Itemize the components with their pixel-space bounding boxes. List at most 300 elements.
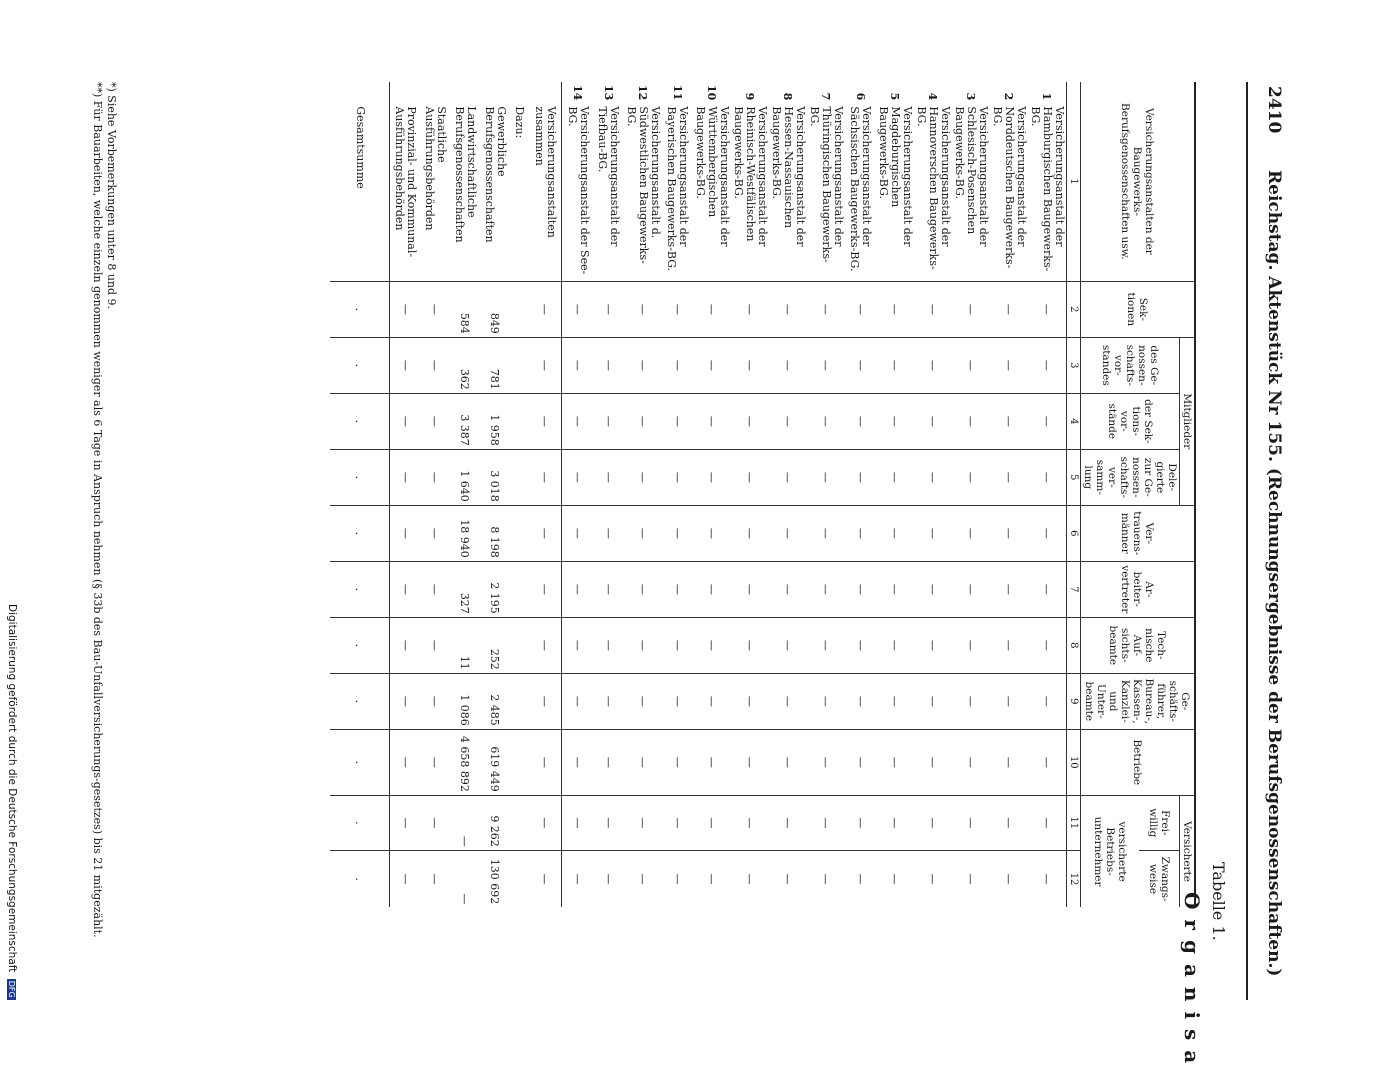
row-value: 130 692 bbox=[480, 850, 510, 907]
row-value: 1 086 bbox=[450, 673, 480, 729]
row-value: . bbox=[330, 795, 390, 850]
row-value bbox=[510, 281, 528, 337]
row-value: — bbox=[662, 673, 693, 729]
row-value: — bbox=[731, 449, 769, 505]
row-value: — bbox=[807, 673, 845, 729]
header-col8: Tech-nische Auf-sichts-beamte bbox=[1081, 617, 1196, 673]
row-label: Versicherungsanstalt der Bayerischen Baugewerks-BG. bbox=[665, 106, 691, 272]
row-value: — bbox=[562, 393, 593, 449]
column-number: 6 bbox=[1067, 505, 1081, 561]
row-label: Versicherungsanstalt der Norddeutschen Baugewerks-BG. bbox=[991, 106, 1028, 269]
row-value: — bbox=[731, 337, 769, 393]
row-value: — bbox=[528, 795, 562, 850]
row-value: — bbox=[807, 281, 845, 337]
row-value: — bbox=[731, 393, 769, 449]
row-label: Gewerbliche Berufsgenossenschaften bbox=[483, 106, 508, 243]
row-value: — bbox=[562, 729, 593, 795]
row-value: — bbox=[1028, 561, 1067, 617]
row-value: — bbox=[450, 850, 480, 907]
row-value: — bbox=[662, 393, 693, 449]
row-value: — bbox=[662, 337, 693, 393]
row-value bbox=[510, 673, 528, 729]
row-value bbox=[510, 561, 528, 617]
row-value: . bbox=[330, 337, 390, 393]
row-value: — bbox=[807, 449, 845, 505]
table-row bbox=[480, 82, 510, 907]
row-value: — bbox=[952, 337, 990, 393]
row-value: . bbox=[330, 561, 390, 617]
row-value: — bbox=[914, 850, 952, 907]
row-value: — bbox=[593, 281, 624, 337]
row-value: 1 958 bbox=[480, 393, 510, 449]
row-value: — bbox=[390, 449, 420, 505]
row-value: — bbox=[624, 505, 662, 561]
row-value: — bbox=[528, 337, 562, 393]
row-value: — bbox=[420, 795, 450, 850]
row-value: — bbox=[390, 337, 420, 393]
row-value: — bbox=[1028, 617, 1067, 673]
row-value: — bbox=[807, 505, 845, 561]
row-number: 5 bbox=[888, 92, 902, 101]
row-value: — bbox=[420, 729, 450, 795]
column-number: 11 bbox=[1067, 795, 1081, 850]
row-value: — bbox=[693, 850, 731, 907]
row-label: Versicherungsanstalt der Württembergischen Baugewerks-BG. bbox=[694, 106, 731, 247]
row-value: — bbox=[562, 673, 593, 729]
row-value: — bbox=[845, 729, 876, 795]
row-value: 3 387 bbox=[450, 393, 480, 449]
row-value: — bbox=[731, 505, 769, 561]
header-col2: Sek-tionen bbox=[1081, 281, 1196, 337]
column-number-row bbox=[1067, 82, 1081, 907]
running-title: Reichstag. Aktenstück Nr 155. (Rechnungsergebnisse der Berufsgenossenschaften.) bbox=[1264, 170, 1284, 977]
row-value: — bbox=[693, 449, 731, 505]
table-row bbox=[693, 82, 731, 907]
row-label: Versicherungsanstalt der Hessen-Nassauischen Baugewerks-BG. bbox=[770, 106, 807, 247]
row-value: 2 485 bbox=[480, 673, 510, 729]
row-value: — bbox=[390, 505, 420, 561]
row-number: 9 bbox=[743, 92, 757, 101]
row-value: 327 bbox=[450, 561, 480, 617]
footnote-2: **) Für Bauarbeiten, welche einzeln genommen weniger als 6 Tage in Anspruch nehmen (§ 33b des Bau-Unfallversicherungs-gesetzes) bis 21 mitgezählt. bbox=[91, 82, 104, 938]
row-value: — bbox=[876, 617, 914, 673]
row-value: — bbox=[952, 281, 990, 337]
row-value: — bbox=[731, 561, 769, 617]
row-value: — bbox=[769, 561, 807, 617]
row-value: 252 bbox=[480, 617, 510, 673]
row-value: — bbox=[593, 449, 624, 505]
digitization-credit bbox=[4, 604, 18, 998]
row-value: — bbox=[390, 795, 420, 850]
row-value: — bbox=[420, 337, 450, 393]
row-value: — bbox=[807, 617, 845, 673]
row-value: 9 262 bbox=[480, 795, 510, 850]
row-value: — bbox=[845, 505, 876, 561]
row-value: — bbox=[693, 795, 731, 850]
row-value: — bbox=[693, 561, 731, 617]
row-value: — bbox=[390, 393, 420, 449]
page-number: 2410 bbox=[1264, 86, 1284, 134]
row-value: — bbox=[420, 393, 450, 449]
row-value: — bbox=[1028, 729, 1067, 795]
row-value: — bbox=[528, 729, 562, 795]
row-value: — bbox=[990, 673, 1028, 729]
row-value: — bbox=[952, 673, 990, 729]
row-number: 1 bbox=[1040, 92, 1054, 101]
row-value: — bbox=[731, 673, 769, 729]
row-value: 1 640 bbox=[450, 449, 480, 505]
column-number: 4 bbox=[1067, 393, 1081, 449]
row-value: — bbox=[693, 393, 731, 449]
row-number bbox=[480, 82, 510, 103]
row-value: 11 bbox=[450, 617, 480, 673]
row-value: — bbox=[769, 337, 807, 393]
row-label: Versicherungsanstalt der Hannoverschen Baugewerks-BG. bbox=[915, 106, 952, 270]
table-row bbox=[510, 82, 528, 907]
row-value: — bbox=[562, 850, 593, 907]
row-value: — bbox=[914, 505, 952, 561]
row-number bbox=[510, 82, 528, 103]
row-value: . bbox=[330, 505, 390, 561]
row-label: Versicherungsanstalt der Hamburgischen Baugewerks-BG. bbox=[1029, 106, 1066, 272]
row-value: — bbox=[876, 505, 914, 561]
row-value bbox=[510, 617, 528, 673]
row-value: — bbox=[624, 795, 662, 850]
row-value: — bbox=[1028, 505, 1067, 561]
row-label: Versicherungsanstalt der Magdeburgischen Baugewerks-BG. bbox=[877, 106, 914, 247]
table-row bbox=[593, 82, 624, 907]
row-value: — bbox=[845, 850, 876, 907]
row-value: — bbox=[876, 795, 914, 850]
row-value: — bbox=[914, 617, 952, 673]
data-table bbox=[330, 82, 1196, 907]
dfg-logo: DFG bbox=[7, 980, 16, 998]
column-number: 10 bbox=[1067, 729, 1081, 795]
row-value: — bbox=[990, 729, 1028, 795]
table-row bbox=[769, 82, 807, 907]
row-value: — bbox=[593, 729, 624, 795]
table-row bbox=[914, 82, 952, 907]
table-row bbox=[1028, 82, 1067, 907]
row-value: — bbox=[528, 449, 562, 505]
row-value: — bbox=[952, 729, 990, 795]
row-value: — bbox=[562, 505, 593, 561]
table-row bbox=[624, 82, 662, 907]
row-value: — bbox=[731, 850, 769, 907]
row-number: 4 bbox=[926, 92, 940, 101]
row-number: 7 bbox=[819, 92, 833, 101]
row-label: Staatliche Ausführungsbehörden bbox=[423, 106, 448, 231]
row-value: — bbox=[662, 449, 693, 505]
row-value: — bbox=[845, 281, 876, 337]
column-number: 2 bbox=[1067, 281, 1081, 337]
row-value: — bbox=[562, 449, 593, 505]
row-value: — bbox=[390, 617, 420, 673]
row-value: — bbox=[662, 561, 693, 617]
row-number bbox=[390, 82, 420, 103]
row-label: Versicherungsanstalt der Tiefbau-BG. bbox=[596, 106, 622, 247]
row-value: — bbox=[662, 795, 693, 850]
row-label: Gesamtsumme bbox=[353, 106, 367, 189]
row-value: — bbox=[693, 281, 731, 337]
row-label: Provinzial- und Kommunal-Ausführungsbehörden bbox=[393, 106, 419, 258]
row-value: — bbox=[876, 393, 914, 449]
column-number: 12 bbox=[1067, 850, 1081, 907]
table-caption: Tabelle 1. bbox=[1209, 862, 1228, 941]
row-value: — bbox=[693, 673, 731, 729]
row-value: — bbox=[390, 673, 420, 729]
row-number: 12 bbox=[636, 85, 650, 101]
row-value: — bbox=[624, 393, 662, 449]
row-value: — bbox=[731, 795, 769, 850]
row-value: — bbox=[624, 673, 662, 729]
row-label: Dazu: bbox=[513, 106, 526, 139]
column-number: 1 bbox=[1067, 82, 1081, 281]
row-value: . bbox=[330, 850, 390, 907]
row-value: — bbox=[624, 850, 662, 907]
header-col4: der Sek-tions-vor-stände bbox=[1081, 393, 1180, 449]
row-value: — bbox=[662, 617, 693, 673]
row-label: Versicherungsanstalt der See-BG. bbox=[565, 106, 591, 275]
column-number: 3 bbox=[1067, 337, 1081, 393]
page-header bbox=[1246, 82, 1288, 1000]
row-number bbox=[330, 82, 390, 103]
footnotes bbox=[90, 82, 118, 1000]
row-value: — bbox=[990, 617, 1028, 673]
row-label: Versicherungsanstalt der Sächsischen Baugewerks-BG. bbox=[848, 106, 874, 272]
row-value: — bbox=[845, 795, 876, 850]
row-value: — bbox=[990, 850, 1028, 907]
row-value: 619 449 bbox=[480, 729, 510, 795]
row-value: — bbox=[390, 729, 420, 795]
row-number: 2 bbox=[1002, 92, 1016, 101]
table-row bbox=[390, 82, 420, 907]
row-label: Versicherungsanstalten zusammen bbox=[532, 106, 558, 238]
row-number bbox=[528, 82, 562, 103]
header-col7: Ar-beiter-vertreter bbox=[1081, 561, 1196, 617]
table-row bbox=[528, 82, 562, 907]
header-versicherte: Versicherte bbox=[1180, 795, 1196, 907]
row-number bbox=[450, 82, 480, 103]
table-row bbox=[420, 82, 450, 907]
row-value: — bbox=[876, 729, 914, 795]
row-label: Versicherungsanstalt der Thüringischen Baugewerks-BG. bbox=[808, 106, 845, 263]
row-value: — bbox=[1028, 337, 1067, 393]
row-value: — bbox=[1028, 281, 1067, 337]
row-value: — bbox=[624, 729, 662, 795]
row-value: — bbox=[693, 729, 731, 795]
header-col9: Ge-schäfts-führer, Bureau-, Kassen-, Kanzlei- und Unter-beamte bbox=[1081, 673, 1196, 729]
table-row bbox=[450, 82, 480, 907]
row-value: — bbox=[952, 617, 990, 673]
row-value: — bbox=[914, 729, 952, 795]
row-value: — bbox=[952, 795, 990, 850]
row-value: — bbox=[952, 850, 990, 907]
row-value: — bbox=[420, 850, 450, 907]
row-value: — bbox=[769, 393, 807, 449]
row-value: — bbox=[914, 795, 952, 850]
row-value: 584 bbox=[450, 281, 480, 337]
row-value: — bbox=[914, 337, 952, 393]
row-value: 8 198 bbox=[480, 505, 510, 561]
row-value: — bbox=[693, 617, 731, 673]
row-value: — bbox=[845, 617, 876, 673]
row-value: — bbox=[450, 795, 480, 850]
row-label: Versicherungsanstalt d. Südwestlichen Baugewerks-BG. bbox=[625, 106, 662, 264]
row-value: — bbox=[624, 281, 662, 337]
row-value: — bbox=[769, 850, 807, 907]
row-value: — bbox=[528, 393, 562, 449]
row-value: — bbox=[593, 850, 624, 907]
row-value: — bbox=[593, 393, 624, 449]
row-value bbox=[510, 505, 528, 561]
row-value: — bbox=[1028, 850, 1067, 907]
row-value: — bbox=[562, 617, 593, 673]
row-value: — bbox=[952, 505, 990, 561]
row-value: — bbox=[420, 281, 450, 337]
row-value: — bbox=[807, 850, 845, 907]
row-value: — bbox=[1028, 393, 1067, 449]
row-value: — bbox=[845, 337, 876, 393]
row-value: — bbox=[624, 337, 662, 393]
row-number: 14 bbox=[571, 85, 585, 101]
row-value: — bbox=[562, 281, 593, 337]
rotated-page bbox=[82, 82, 1288, 1073]
row-value: — bbox=[662, 505, 693, 561]
section-heading: Organisa bbox=[1180, 892, 1204, 1073]
row-value: — bbox=[528, 281, 562, 337]
row-label: Versicherungsanstalt der Rheinisch-Westfälischen Baugewerks-BG. bbox=[732, 106, 769, 247]
row-value bbox=[510, 850, 528, 907]
column-number: 7 bbox=[1067, 561, 1081, 617]
table-row bbox=[952, 82, 990, 907]
row-value: — bbox=[807, 337, 845, 393]
row-number: 8 bbox=[781, 92, 795, 101]
row-number: 11 bbox=[671, 85, 684, 101]
row-number bbox=[420, 82, 450, 103]
row-value: — bbox=[420, 449, 450, 505]
row-value: — bbox=[952, 393, 990, 449]
row-value: — bbox=[769, 281, 807, 337]
row-value: — bbox=[990, 561, 1028, 617]
header-col6: Ver-trauens-männer bbox=[1081, 505, 1196, 561]
row-value: — bbox=[593, 617, 624, 673]
table-row bbox=[330, 82, 390, 907]
row-value: 781 bbox=[480, 337, 510, 393]
digitization-text: Digitalisierung gefördert durch die Deutsche Forschungsgemeinschaft bbox=[6, 604, 18, 973]
row-number: 13 bbox=[602, 85, 615, 101]
row-number: 3 bbox=[964, 92, 978, 101]
row-value: . bbox=[330, 617, 390, 673]
row-value: 3 018 bbox=[480, 449, 510, 505]
row-value: — bbox=[562, 795, 593, 850]
row-number: 6 bbox=[854, 92, 867, 101]
row-value: — bbox=[593, 673, 624, 729]
row-value: . bbox=[330, 393, 390, 449]
row-value: — bbox=[769, 729, 807, 795]
row-value: — bbox=[593, 795, 624, 850]
header-col11-12-sub: versicherte Betriebs-unternehmer bbox=[1081, 795, 1140, 907]
row-value: — bbox=[876, 850, 914, 907]
row-value: . bbox=[330, 449, 390, 505]
row-value: — bbox=[624, 561, 662, 617]
row-value: — bbox=[662, 729, 693, 795]
row-value: — bbox=[876, 337, 914, 393]
row-value: — bbox=[593, 505, 624, 561]
row-value: — bbox=[528, 673, 562, 729]
row-value: — bbox=[876, 281, 914, 337]
row-value: — bbox=[807, 729, 845, 795]
row-value: — bbox=[420, 617, 450, 673]
row-value: — bbox=[390, 561, 420, 617]
row-value: — bbox=[845, 449, 876, 505]
row-value: — bbox=[562, 561, 593, 617]
row-value: — bbox=[990, 337, 1028, 393]
row-value: — bbox=[876, 449, 914, 505]
column-number: 5 bbox=[1067, 449, 1081, 505]
row-value: — bbox=[593, 561, 624, 617]
row-value: — bbox=[624, 449, 662, 505]
row-label: Versicherungsanstalt der Schlesisch-Posenschen Baugewerks-BG. bbox=[953, 106, 990, 247]
row-value: — bbox=[990, 795, 1028, 850]
row-value: — bbox=[1028, 795, 1067, 850]
row-value: — bbox=[914, 673, 952, 729]
row-value: — bbox=[845, 393, 876, 449]
row-value bbox=[510, 449, 528, 505]
column-number: 9 bbox=[1067, 673, 1081, 729]
row-value: — bbox=[662, 281, 693, 337]
table-row bbox=[731, 82, 769, 907]
row-value: — bbox=[952, 449, 990, 505]
row-value bbox=[510, 795, 528, 850]
row-value: — bbox=[528, 505, 562, 561]
header-col11: Frei-willig bbox=[1139, 795, 1179, 850]
row-value bbox=[510, 729, 528, 795]
row-value bbox=[510, 393, 528, 449]
row-value: — bbox=[990, 505, 1028, 561]
row-value: . bbox=[330, 729, 390, 795]
row-value: — bbox=[593, 337, 624, 393]
row-value: — bbox=[562, 337, 593, 393]
row-value: — bbox=[990, 449, 1028, 505]
row-value: — bbox=[914, 561, 952, 617]
row-value: 18 940 bbox=[450, 505, 480, 561]
header-col1: Versicherungsanstalten der Baugewerks-Berufsgenossenschaften usw. bbox=[1081, 82, 1196, 281]
row-value: — bbox=[845, 673, 876, 729]
row-value: — bbox=[914, 449, 952, 505]
row-value: — bbox=[807, 393, 845, 449]
row-value: 2 195 bbox=[480, 561, 510, 617]
row-value: — bbox=[914, 393, 952, 449]
row-value: 849 bbox=[480, 281, 510, 337]
table-row bbox=[562, 82, 593, 907]
row-value: — bbox=[390, 850, 420, 907]
row-value: — bbox=[420, 505, 450, 561]
header-col12: Zwangs-weise bbox=[1139, 850, 1179, 907]
row-value: — bbox=[807, 795, 845, 850]
row-value: 362 bbox=[450, 337, 480, 393]
table-row bbox=[990, 82, 1028, 907]
row-value: — bbox=[624, 617, 662, 673]
row-value: — bbox=[731, 729, 769, 795]
row-value: . bbox=[330, 281, 390, 337]
row-value: . bbox=[330, 673, 390, 729]
row-label: Landwirtschaftliche Berufsgenossenschaften bbox=[453, 106, 478, 243]
row-value: — bbox=[769, 449, 807, 505]
row-value: — bbox=[662, 850, 693, 907]
row-value: — bbox=[990, 281, 1028, 337]
row-value: — bbox=[731, 281, 769, 337]
